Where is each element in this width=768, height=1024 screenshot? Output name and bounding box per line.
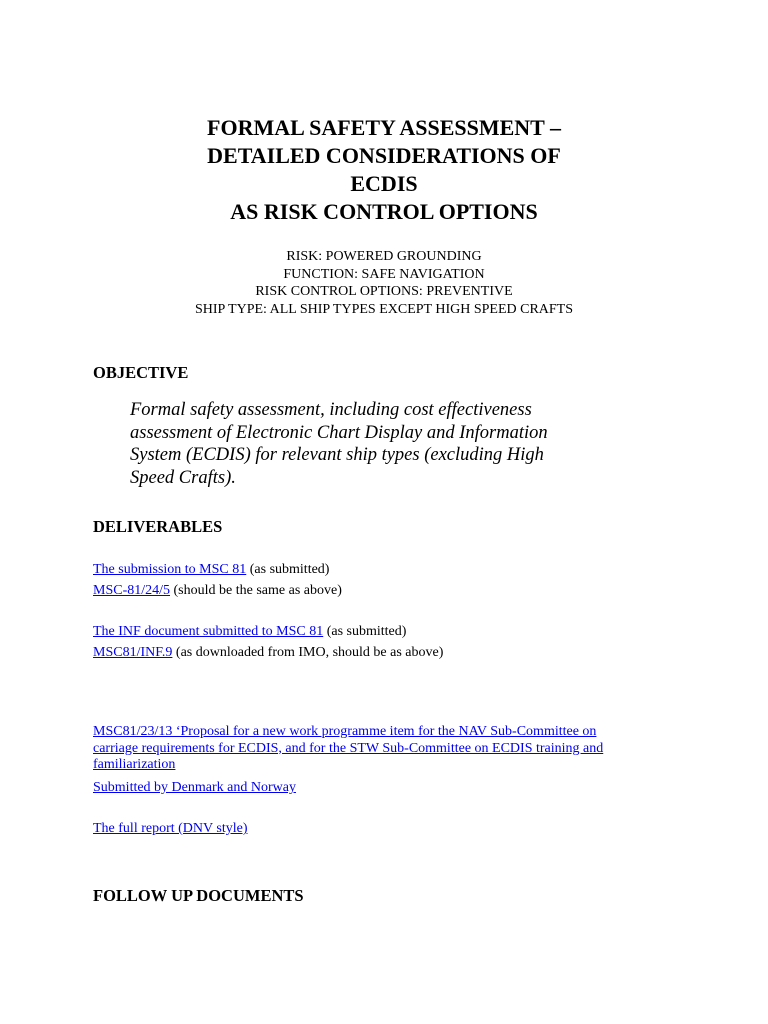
proposal-line: familiarization <box>93 757 176 772</box>
deliverable-note: (as downloaded from IMO, should be as above) <box>172 645 444 660</box>
msc-81-24-5-link[interactable]: MSC-81/24/5 <box>93 583 171 598</box>
msc81-inf9-link[interactable]: MSC81/INF.9 <box>93 645 173 660</box>
title-line-3: ECDIS <box>350 171 418 196</box>
title-line-2: DETAILED CONSIDERATIONS OF <box>207 143 561 168</box>
title-line-4: AS RISK CONTROL OPTIONS <box>230 199 538 224</box>
objective-heading: OBJECTIVE <box>93 363 189 382</box>
deliverable-note: (as submitted) <box>246 562 330 577</box>
submitted-by-link[interactable]: Submitted by Denmark and Norway <box>93 780 296 795</box>
meta-risk: RISK: POWERED GROUNDING <box>286 249 482 264</box>
deliverable-item <box>93 779 296 796</box>
meta-ship-type: SHIP TYPE: ALL SHIP TYPES EXCEPT HIGH SPEED CRAFTS <box>194 301 574 317</box>
title-line-1: FORMAL SAFETY ASSESSMENT – <box>207 115 561 140</box>
deliverables-heading: DELIVERABLES <box>93 517 223 536</box>
objective-line: System (ECDIS) for relevant ship types (excluding High <box>130 445 544 465</box>
deliverable-item <box>93 582 342 599</box>
objective-line: Formal safety assessment, including cost effectiveness <box>130 400 532 420</box>
deliverable-item <box>93 820 247 837</box>
submission-msc81-link[interactable]: The submission to MSC 81 <box>93 562 247 577</box>
deliverable-note: (should be the same as above) <box>170 583 342 598</box>
meta-function: FUNCTION: SAFE NAVIGATION <box>283 266 485 282</box>
proposal-line: MSC81/23/13 ‘Proposal for a new work programme item for the NAV Sub-Committee on <box>93 724 597 739</box>
deliverable-item <box>93 644 443 661</box>
objective-line: Speed Crafts). <box>130 467 236 488</box>
deliverable-item <box>93 623 406 640</box>
objective-text <box>130 399 650 489</box>
document-meta <box>0 248 768 318</box>
meta-risk-control-options: RISK CONTROL OPTIONS: PREVENTIVE <box>255 284 513 299</box>
inf-document-link[interactable]: The INF document submitted to MSC 81 <box>93 624 324 639</box>
proposal-link[interactable] <box>93 724 673 774</box>
document-title <box>0 114 768 226</box>
follow-up-heading: FOLLOW UP DOCUMENTS <box>93 886 304 905</box>
full-report-link[interactable]: The full report (DNV style) <box>93 821 248 836</box>
deliverable-note: (as submitted) <box>323 624 407 639</box>
proposal-line: carriage requirements for ECDIS, and for the STW Sub-Committee on ECDIS training and <box>93 740 604 756</box>
deliverable-item <box>93 561 329 578</box>
objective-line: assessment of Electronic Chart Display and Information <box>130 422 548 443</box>
